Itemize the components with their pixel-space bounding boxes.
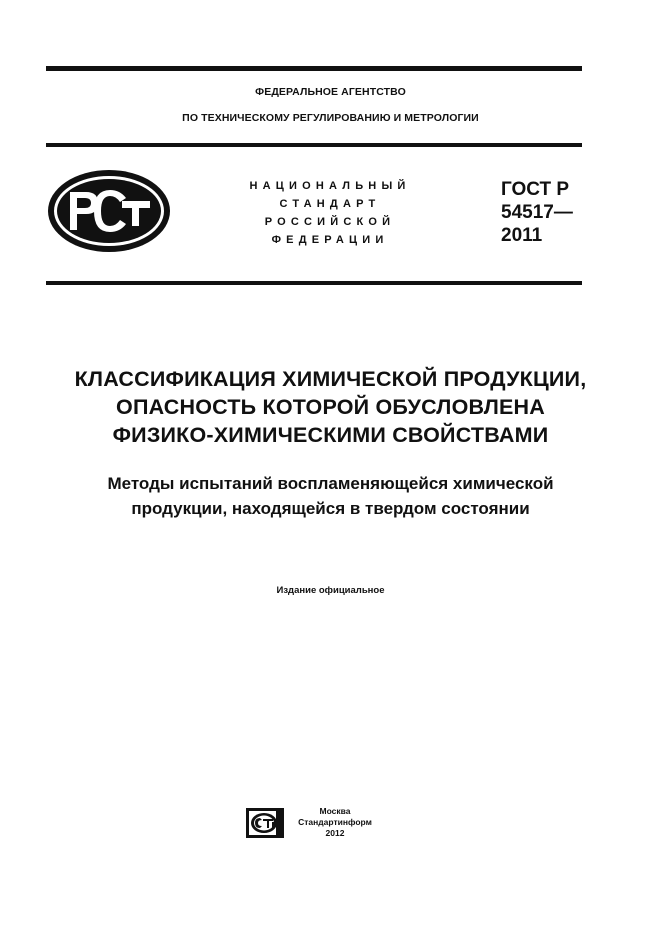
document-title: [0, 365, 661, 449]
standartinform-logo-icon: [246, 808, 284, 838]
publisher-block: [292, 806, 378, 839]
subtitle-line-2: продукции, находящейся в твердом состоянии: [131, 499, 530, 518]
document-subtitle: [0, 471, 661, 521]
standard-designation: [501, 178, 573, 247]
natstd-line-2: СТАНДАРТ: [279, 198, 381, 210]
designation-line-1: ГОСТ Р: [501, 179, 570, 200]
agency-line-2: ПО ТЕХНИЧЕСКОМУ РЕГУЛИРОВАНИЮ И МЕТРОЛОГИИ: [182, 112, 479, 124]
title-line-1: КЛАССИФИКАЦИЯ ХИМИЧЕСКОЙ ПРОДУКЦИИ,: [74, 367, 587, 391]
lower-rule: [46, 281, 582, 285]
natstd-line-3: РОССИЙСКОЙ: [264, 216, 396, 228]
middle-rule: [46, 143, 582, 147]
publisher-year: 2012: [325, 828, 345, 838]
designation-line-3: 2011: [501, 225, 543, 246]
publisher-name: Стандартинформ: [298, 817, 372, 827]
edition-note: Издание официальное: [276, 585, 385, 596]
designation-line-2: 54517—: [501, 202, 573, 223]
title-line-3: ФИЗИКО-ХИМИЧЕСКИМИ СВОЙСТВАМИ: [112, 423, 549, 447]
rst-logo-icon: [46, 168, 172, 254]
national-standard-label: [230, 177, 430, 249]
agency-line-1: ФЕДЕРАЛЬНОЕ АГЕНТСТВО: [255, 86, 406, 98]
natstd-line-4: ФЕДЕРАЦИИ: [271, 234, 389, 246]
subtitle-line-1: Методы испытаний воспламеняющейся химической: [107, 474, 554, 493]
natstd-line-1: НАЦИОНАЛЬНЫЙ: [249, 180, 411, 192]
publisher-city: Москва: [319, 806, 351, 816]
title-line-2: ОПАСНОСТЬ КОТОРОЙ ОБУСЛОВЛЕНА: [116, 395, 545, 419]
top-rule: [46, 66, 582, 71]
